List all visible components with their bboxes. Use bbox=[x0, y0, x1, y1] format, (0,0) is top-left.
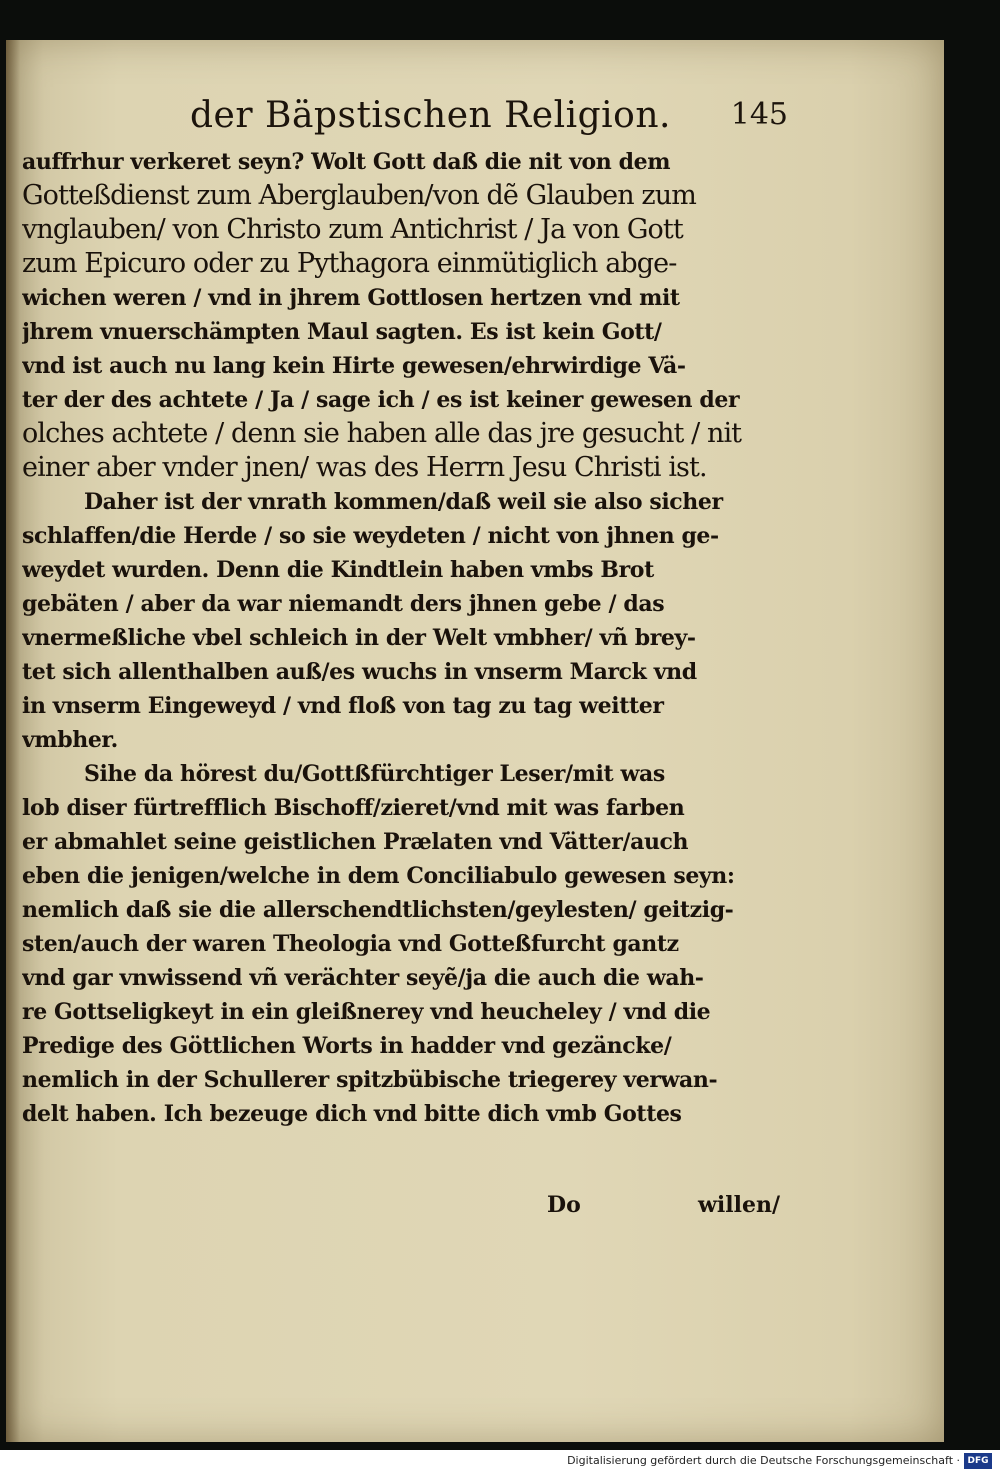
text-line: vnglauben/ von Christo zum Antichrist / Ja von Gott bbox=[22, 214, 683, 245]
text-line: Sihe da hörest du/Gottßfürchtiger Leser/mit was bbox=[84, 761, 665, 787]
text-line: auffrhur verkeret seyn? Wolt Gott daß die nit von dem bbox=[22, 149, 671, 175]
funding-credit: Digitalisierung gefördert durch die Deutsche Forschungsgemeinschaft · bbox=[567, 1454, 960, 1467]
dfg-logo-icon: DFG bbox=[964, 1453, 992, 1469]
catchword-row bbox=[22, 1188, 790, 1224]
text-line: Gotteßdienst zum Aberglauben/von dẽ Glauben zum bbox=[22, 180, 696, 211]
body-text bbox=[22, 145, 790, 1131]
footer-bar bbox=[0, 1450, 1000, 1474]
text-line: nemlich daß sie die allerschendtlichsten/geylesten/ geitzig- bbox=[22, 897, 734, 923]
text-line: delt haben. Ich bezeuge dich vnd bitte dich vmb Gottes bbox=[22, 1101, 682, 1127]
text-line: er abmahlet seine geistlichen Prælaten vnd Vätter/auch bbox=[22, 829, 689, 855]
text-line: vnermeßliche vbel schleich in der Welt vmbher/ vñ brey- bbox=[22, 625, 696, 651]
text-line: eben die jenigen/welche in dem Conciliabulo gewesen seyn: bbox=[22, 863, 735, 889]
text-line: vmbher. bbox=[22, 727, 118, 753]
text-line: weydet wurden. Denn die Kindtlein haben vmbs Brot bbox=[22, 557, 654, 583]
text-line: re Gottseligkeyt in ein gleißnerey vnd heucheley / vnd die bbox=[22, 999, 711, 1025]
text-line: ter der des achtete / Ja / sage ich / es ist keiner gewesen der bbox=[22, 387, 740, 413]
text-line: jhrem vnuerschämpten Maul sagten. Es ist kein Gott/ bbox=[22, 319, 662, 345]
text-line: in vnserm Eingeweyd / vnd floß von tag zu tag weitter bbox=[22, 693, 664, 719]
text-line: lob diser fürtrefflich Bischoff/zieret/vnd mit was farben bbox=[22, 795, 685, 821]
text-line: Daher ist der vnrath kommen/daß weil sie also sicher bbox=[84, 489, 723, 515]
text-line: zum Epicuro oder zu Pythagora einmütiglich abge- bbox=[22, 248, 677, 279]
page-number: 145 bbox=[730, 97, 788, 132]
text-line: Predige des Göttlichen Worts in hadder vnd gezäncke/ bbox=[22, 1033, 672, 1059]
text-line: olches achtete / denn sie haben alle das jre gesucht / nit bbox=[22, 418, 742, 449]
text-line: vnd ist auch nu lang kein Hirte gewesen/ehrwirdige Vä- bbox=[22, 353, 686, 379]
text-line: schlaffen/die Herde / so sie weydeten / nicht von jhnen ge- bbox=[22, 523, 719, 549]
page-header bbox=[190, 95, 800, 145]
text-line: tet sich allenthalben auß/es wuchs in vnserm Marck vnd bbox=[22, 659, 697, 685]
text-line: gebäten / aber da war niemandt ders jhnen gebe / das bbox=[22, 591, 665, 617]
catchword: willen/ bbox=[697, 1192, 780, 1218]
text-line: einer aber vnder jnen/ was des Herrn Jesu Christi ist. bbox=[22, 452, 707, 483]
signature-mark: Do bbox=[547, 1192, 581, 1218]
text-line: nemlich in der Schullerer spitzbübische triegerey verwan- bbox=[22, 1067, 718, 1093]
running-head: der Bäpstischen Religion. bbox=[190, 95, 671, 136]
text-line: vnd gar vnwissend vñ verächter seyẽ/ja die auch die wah- bbox=[22, 965, 704, 991]
text-line: sten/auch der waren Theologia vnd Gotteßfurcht gantz bbox=[22, 931, 679, 957]
text-line: wichen weren / vnd in jhrem Gottlosen hertzen vnd mit bbox=[22, 285, 680, 311]
